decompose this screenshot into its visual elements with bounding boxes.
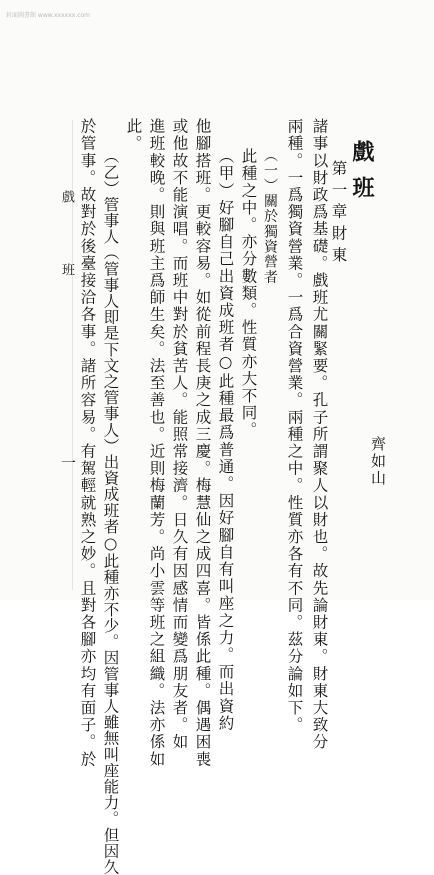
page-number: 一	[59, 455, 77, 470]
text-column-11: 於管事。故對於後臺接洽各事。諸所容易。有駕輕就熟之妙。且對各腳亦均有面子。於	[78, 118, 97, 768]
text-column-4: 此種之中。亦分數類。性質亦大不同。	[239, 148, 258, 439]
chapter-topic: 財東	[329, 225, 348, 268]
chapter-label: 第一章	[329, 160, 348, 225]
text-column-5: （甲）好腳自己出資成班者○此種最爲普通。因好腳自有叫座之力。而出資約	[216, 148, 235, 732]
author-name: 齊如山	[369, 436, 387, 487]
text-column-7: 或他故不能演唱。而班中對於貧苦人。能照常接濟。日久有因感情而變爲朋友者。如	[170, 118, 189, 751]
book-title: 戲班	[349, 140, 375, 212]
text-column-9: 此。	[124, 118, 143, 153]
watermark: 封面圖書館 www.xxxxxx.com	[6, 12, 91, 19]
section-heading: （一）關於獨資營者	[262, 148, 278, 285]
margin-book-title: 戲 班	[59, 190, 74, 305]
text-column-8: 進班較晚。則與班主爲師生矣。法至善也。近則梅蘭芳。尚小雲等班之組織。法亦係如	[147, 118, 166, 768]
text-column-2: 兩種。一爲獨資營業。一爲合資營業。兩種之中。性質亦各有不同。茲分論如下。	[285, 118, 304, 734]
text-column-6: 他腳搭班。更較容易。如從前程長庚之成三慶。梅慧仙之成四喜。皆係此種。偶遇困喪	[193, 118, 212, 768]
text-column-1: 諸事以財政爲基礎。戲班尤關緊要。孔子所謂聚人以財也。故先論財東。財東大致分	[310, 118, 329, 751]
text-column-10: （乙）管事人（管事人即是下文之管事人）出資成班者○此種亦不少。因管事人雖無叫座能力。但因久	[101, 148, 120, 875]
